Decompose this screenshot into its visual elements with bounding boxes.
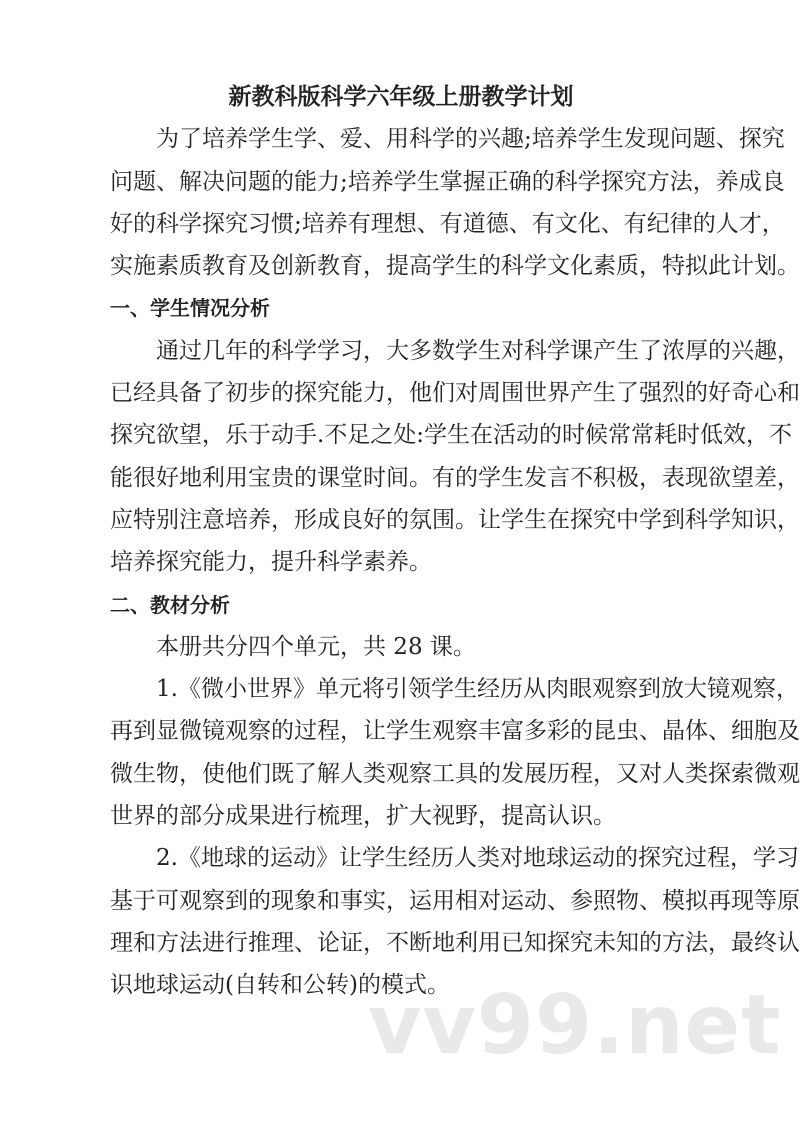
paragraph-line: 世界的部分成果进行梳理，扩大视野，提高认识。 [110, 803, 616, 830]
paragraph-line: 探究欲望，乐于动手.不足之处:学生在活动的时候常常耗时低效，不 [110, 422, 793, 449]
paragraph-line: 已经具备了初步的探究能力，他们对周围世界产生了强烈的好奇心和 [110, 380, 800, 407]
paragraph-line: 微生物，使他们既了解人类观察工具的发展历程，又对人类探索微观 [110, 760, 800, 787]
paragraph-line: 应特别注意培养，形成良好的氛围。让学生在探究中学到科学知识， [110, 506, 800, 533]
paragraph-line: 实施素质教育及创新教育，提高学生的科学文化素质，特拟此计划。 [110, 253, 800, 280]
document-page [110, 76, 800, 1007]
paragraph-line: 问题、解决问题的能力;培养学生掌握正确的科学探究方法，养成良 [110, 168, 785, 195]
paragraph-line: 本册共分四个单元，共 28 课。 [156, 633, 476, 660]
paragraph-line: 为了培养学生学、爱、用科学的兴趣;培养学生发现问题、探究 [156, 126, 785, 153]
paragraph-line: 再到显微镜观察的过程，让学生观察丰富多彩的昆虫、晶体、细胞及 [110, 718, 800, 745]
paragraph-line: 识地球运动(自转和公转)的模式。 [110, 972, 450, 999]
paragraph-line: 好的科学探究习惯;培养有理想、有道德、有文化、有纪律的人才， [110, 210, 785, 237]
section-heading: 二、教材分析 [110, 592, 230, 617]
paragraph-line: 通过几年的科学学习，大多数学生对科学课产生了浓厚的兴趣， [156, 337, 800, 364]
paragraph-line: 理和方法进行推理、论证，不断地利用已知探究未知的方法，最终认 [110, 929, 800, 956]
document-title: 新教科版科学六年级上册教学计划 [228, 84, 574, 110]
paragraph-line: 能很好地利用宝贵的课堂时间。有的学生发言不积极，表现欲望差， [110, 464, 800, 491]
watermark: vv99.net [368, 978, 782, 1073]
paragraph-line: 1.《微小世界》单元将引领学生经历从肉眼观察到放大镜观察， [156, 676, 799, 703]
paragraph-line: 2.《地球的运动》让学生经历人类对地球运动的探究过程，学习 [156, 845, 799, 872]
section-heading: 一、学生情况分析 [110, 296, 270, 321]
paragraph-line: 基于可观察到的现象和事实，运用相对运动、参照物、模拟再现等原 [110, 887, 800, 914]
paragraph-line: 培养探究能力，提升科学素养。 [110, 549, 432, 576]
